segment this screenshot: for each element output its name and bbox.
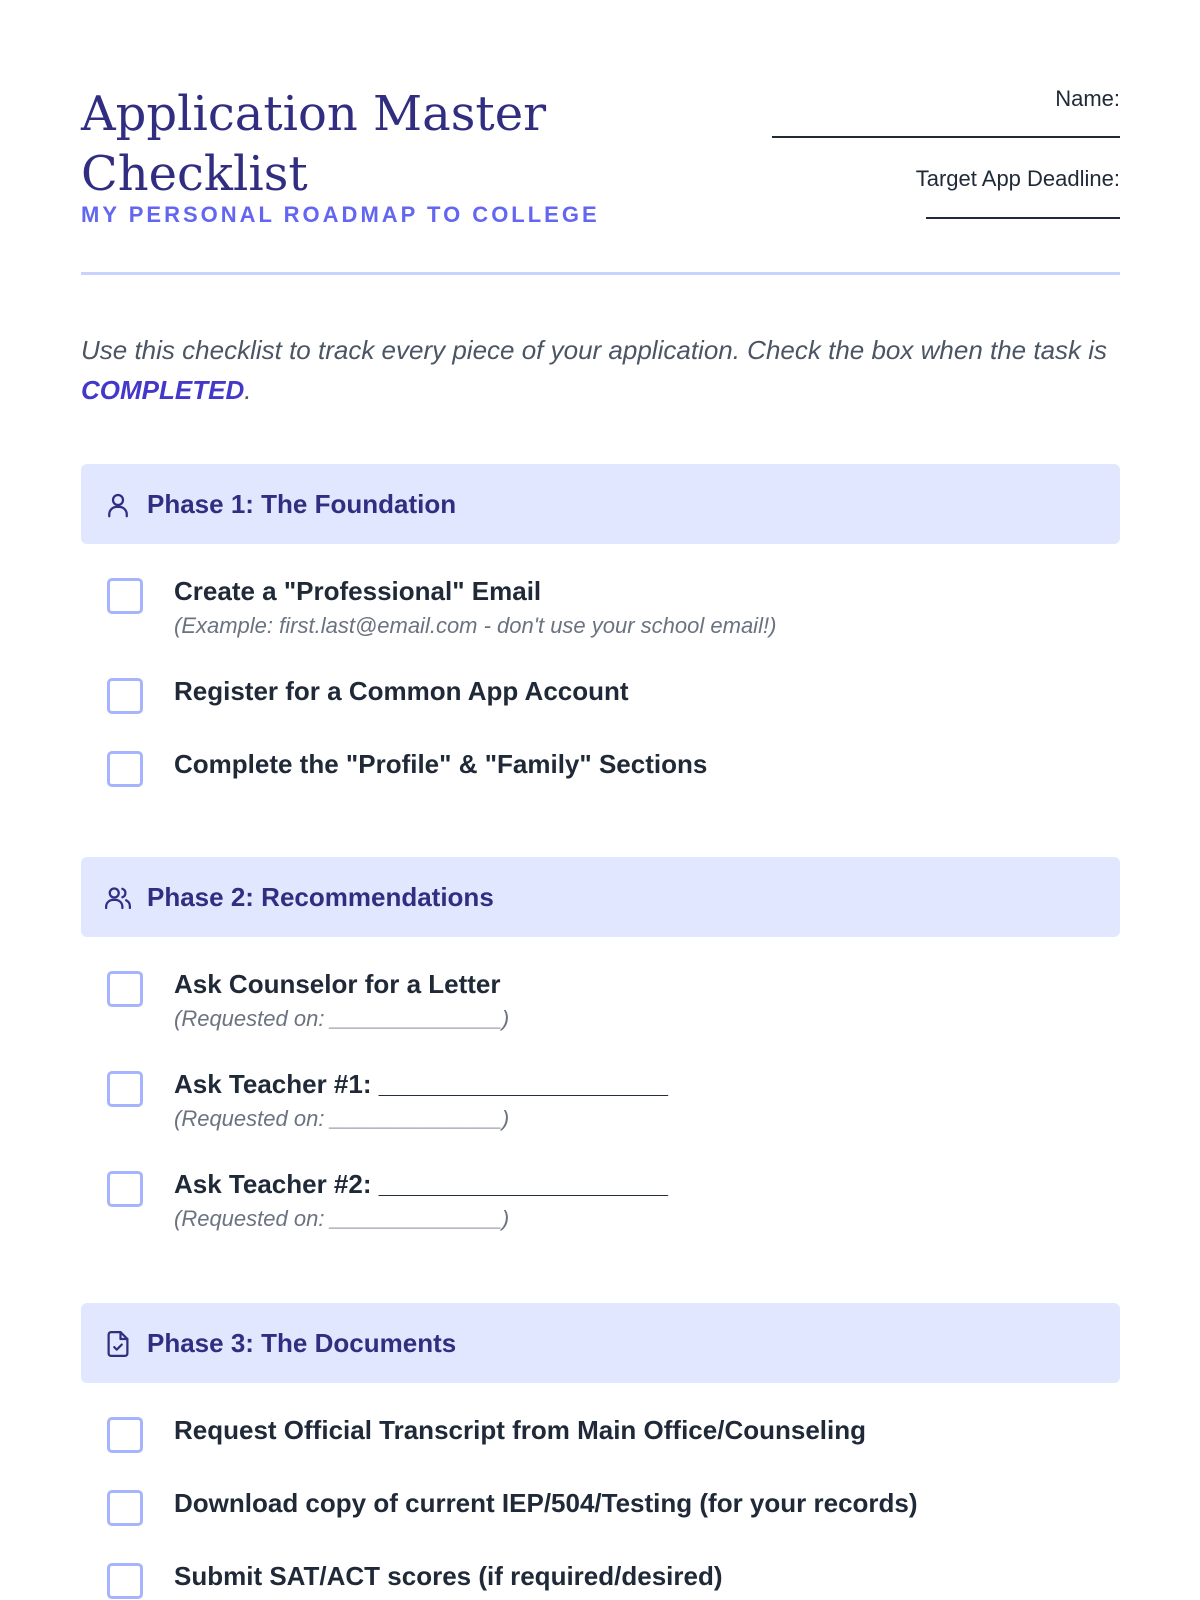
task-checkbox[interactable] — [107, 678, 143, 714]
task-label: Complete the "Profile" & "Family" Sections — [174, 749, 708, 779]
intro-text — [81, 330, 1120, 410]
phase-3-title: Phase 3: The Documents — [147, 1328, 457, 1358]
task-checkbox[interactable] — [107, 1563, 143, 1599]
task-checkbox[interactable] — [107, 1490, 143, 1526]
users-icon — [103, 883, 133, 913]
name-label: Name: — [1055, 86, 1120, 111]
intro-text-end: . — [244, 375, 252, 405]
deadline-label: Target App Deadline: — [915, 166, 1120, 191]
phase-2-title: Phase 2: Recommendations — [147, 882, 494, 912]
task-checkbox[interactable] — [107, 971, 143, 1007]
intro-emphasis: COMPLETED — [81, 375, 245, 405]
task-label: Submit SAT/ACT scores (if required/desired) — [174, 1561, 723, 1591]
task-label: Ask Teacher #1: ____________________ — [174, 1069, 668, 1099]
task-note: (Example: first.last@email.com - don't use your school email!) — [174, 613, 777, 638]
name-field[interactable] — [772, 136, 1120, 138]
task-checkbox[interactable] — [107, 1417, 143, 1453]
task-label: Register for a Common App Account — [174, 676, 629, 706]
phase-2-header — [81, 857, 1120, 937]
task-note: (Requested on: ______________) — [174, 1006, 510, 1031]
checklist-page — [81, 0, 1120, 1600]
deadline-field[interactable] — [926, 217, 1120, 219]
task-label: Download copy of current IEP/504/Testing (for your records) — [174, 1488, 918, 1518]
phase-1-header — [81, 464, 1120, 544]
task-note: (Requested on: ______________) — [174, 1206, 510, 1231]
intro-text-start: Use this checklist to track every piece of your application. Check the box when the task is — [81, 335, 1108, 365]
phase-1-title: Phase 1: The Foundation — [147, 489, 457, 519]
task-label: Ask Counselor for a Letter — [174, 969, 501, 999]
page-header — [81, 80, 1120, 276]
task-label: Request Official Transcript from Main Office/Counseling — [174, 1415, 866, 1445]
user-icon — [103, 490, 133, 520]
phase-3-header — [81, 1303, 1120, 1383]
task-checkbox[interactable] — [107, 1071, 143, 1107]
task-checkbox[interactable] — [107, 1171, 143, 1207]
task-checkbox[interactable] — [107, 751, 143, 787]
header-divider — [81, 272, 1120, 275]
page-title: Application Master Checklist — [81, 86, 547, 202]
file-check-icon — [103, 1329, 133, 1359]
task-note: (Requested on: ______________) — [174, 1106, 510, 1131]
task-checkbox[interactable] — [107, 578, 143, 614]
page-subtitle: MY PERSONAL ROADMAP TO COLLEGE — [81, 202, 600, 227]
task-label: Create a "Professional" Email — [174, 576, 542, 606]
task-label: Ask Teacher #2: ____________________ — [174, 1169, 668, 1199]
